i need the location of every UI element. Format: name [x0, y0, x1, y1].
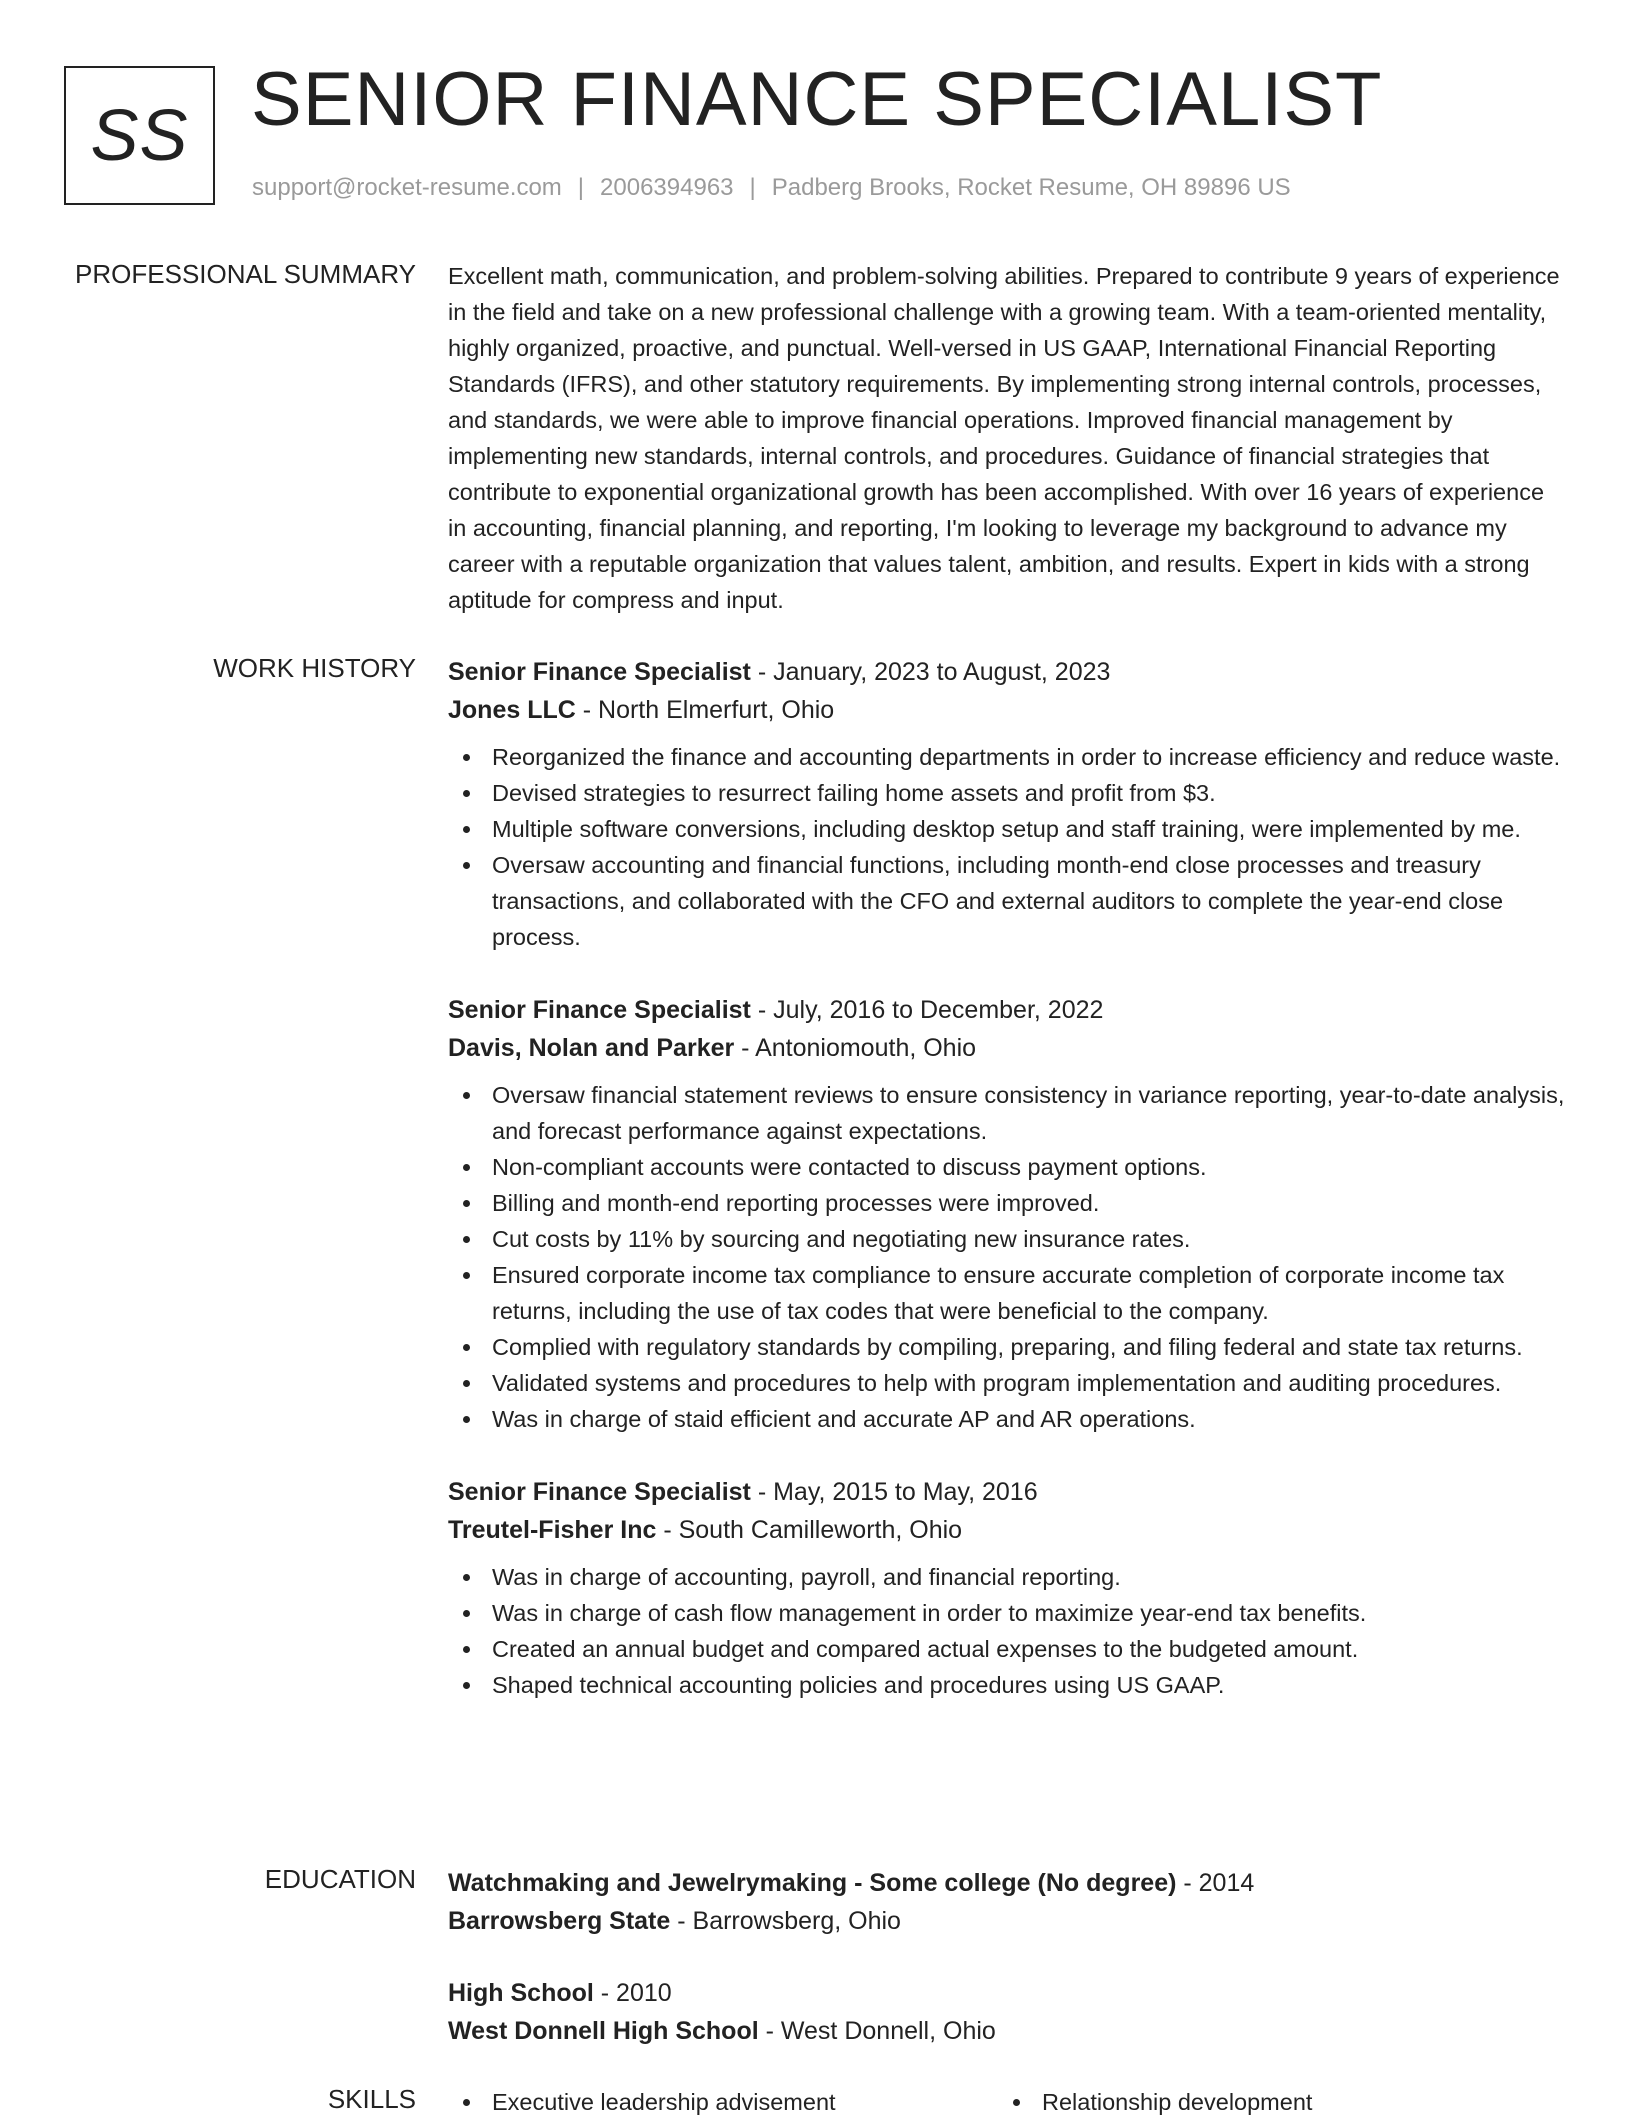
work-history-body [448, 653, 1568, 1739]
degree-year: - 2014 [1176, 1869, 1255, 1897]
job-bullet: Devised strategies to resurrect failing home assets and profit from $3. [448, 775, 1568, 811]
education-body [448, 1864, 1568, 2084]
section-label-skills: SKILLS [327, 2084, 416, 2114]
job-location: - Antoniomouth, Ohio [734, 1034, 977, 1062]
job-bullet: Ensured corporate income tax compliance to ensure accurate completion of corporate income tax returns, including the use of tax codes that were beneficial to the company. [448, 1257, 1568, 1329]
degree-year: - 2010 [593, 1979, 672, 2007]
job-entry [448, 653, 1568, 955]
job-bullet: Was in charge of cash flow management in order to maximize year-end tax benefits. [448, 1595, 1568, 1631]
job-bullet: Shaped technical accounting policies and procedures using US GAAP. [448, 1667, 1568, 1703]
job-title: Senior Finance Specialist [448, 996, 751, 1024]
initials-monogram: SS [64, 66, 215, 205]
skill-item: Executive leadership advisement [448, 2084, 998, 2120]
school-line [448, 2012, 1568, 2050]
job-location: - North Elmerfurt, Ohio [575, 696, 835, 724]
job-company: Treutel-Fisher Inc [448, 1516, 657, 1544]
school-location: - Barrowsberg, Ohio [670, 1907, 901, 1935]
job-title-line [448, 653, 1568, 691]
job-bullet: Billing and month-end reporting processes were improved. [448, 1185, 1568, 1221]
job-company-line [448, 1511, 1568, 1549]
contact-line [252, 174, 1291, 202]
contact-separator: | [577, 174, 585, 201]
job-bullet: Complied with regulatory standards by compiling, preparing, and filing federal and state tax returns. [448, 1329, 1568, 1365]
job-bullet-list [448, 1077, 1568, 1437]
skill-item: Relationship development [998, 2084, 1548, 2120]
school-location: - West Donnell, Ohio [758, 2017, 996, 2045]
job-bullet: Reorganized the finance and accounting departments in order to increase efficiency and reduce waste. [448, 739, 1568, 775]
skills-list [448, 2084, 1568, 2120]
job-entry [448, 991, 1568, 1437]
job-dates: - May, 2015 to May, 2016 [750, 1478, 1038, 1506]
job-bullet: Cut costs by 11% by sourcing and negotiating new insurance rates. [448, 1221, 1568, 1257]
degree: Watchmaking and Jewelrymaking - Some college (No degree) [448, 1869, 1177, 1897]
job-bullet: Multiple software conversions, including desktop setup and staff training, were implemented by me. [448, 811, 1568, 847]
phone-text: 2006394963 [600, 174, 734, 201]
section-label-work-history: WORK HISTORY [213, 653, 416, 683]
job-title: Senior Finance Specialist [448, 658, 751, 686]
job-title: Senior Finance Specialist [448, 1478, 751, 1506]
skills-body [448, 2084, 1568, 2120]
job-title-line [448, 1473, 1568, 1511]
job-bullet: Validated systems and procedures to help with program implementation and auditing procedures. [448, 1365, 1568, 1401]
job-company-line [448, 1029, 1568, 1067]
job-dates: - July, 2016 to December, 2022 [750, 996, 1104, 1024]
job-company-line [448, 691, 1568, 729]
job-company: Davis, Nolan and Parker [448, 1034, 735, 1062]
summary-text: Excellent math, communication, and problem-solving abilities. Prepared to contribute 9 years of experience in the field and take on a new professional challenge with a growing team. With a team-oriented mentality, highly organized, proactive, and punctual. Well-versed in US GAAP, International Financial Reporting Standards (IFRS), and other statutory requirements. By implementing strong internal controls, processes, and standards, we were able to improve financial operations. Improved financial management by implementing new standards, internal controls, and procedures. Guidance of financial strategies that contribute to exponential organizational growth has been accomplished. With over 16 years of experience in accounting, financial planning, and reporting, I'm looking to leverage my background to advance my career with a reputable organization that values talent, ambition, and results. Expert in kids with a strong aptitude for compress and input. [448, 263, 1560, 613]
job-bullet: Was in charge of accounting, payroll, and financial reporting. [448, 1559, 1568, 1595]
job-bullet: Created an annual budget and compared actual expenses to the budgeted amount. [448, 1631, 1568, 1667]
job-title-line [448, 991, 1568, 1029]
school-name: West Donnell High School [448, 2017, 759, 2045]
email-text: support@rocket-resume.com [252, 174, 562, 201]
degree: High School [448, 1979, 594, 2007]
section-label-education: EDUCATION [264, 1864, 416, 1894]
school-line [448, 1902, 1568, 1940]
job-bullet: Oversaw financial statement reviews to ensure consistency in variance reporting, year-to-date analysis, and forecast performance against expectations. [448, 1077, 1568, 1149]
job-bullet: Was in charge of staid efficient and accurate AP and AR operations. [448, 1401, 1568, 1437]
job-entry [448, 1473, 1568, 1703]
job-location: - South Camilleworth, Ohio [656, 1516, 963, 1544]
education-entry [448, 1974, 1568, 2050]
job-bullet: Non-compliant accounts were contacted to discuss payment options. [448, 1149, 1568, 1185]
job-bullet-list [448, 1559, 1568, 1703]
summary-body [448, 259, 1568, 618]
job-bullet-list [448, 739, 1568, 955]
address-text: Padberg Brooks, Rocket Resume, OH 89896 US [771, 174, 1291, 201]
job-dates: - January, 2023 to August, 2023 [750, 658, 1111, 686]
contact-separator: | [749, 174, 756, 201]
section-label-summary: PROFESSIONAL SUMMARY [75, 259, 416, 289]
page-title: SENIOR FINANCE SPECIALIST [251, 57, 1383, 142]
job-bullet: Oversaw accounting and financial functions, including month-end close processes and treasury transactions, and collaborated with the CFO and external auditors to complete the year-end close process. [448, 847, 1568, 955]
degree-line [448, 1974, 1568, 2012]
education-entry [448, 1864, 1568, 1940]
job-company: Jones LLC [448, 696, 576, 724]
school-name: Barrowsberg State [448, 1907, 671, 1935]
degree-line [448, 1864, 1568, 1902]
